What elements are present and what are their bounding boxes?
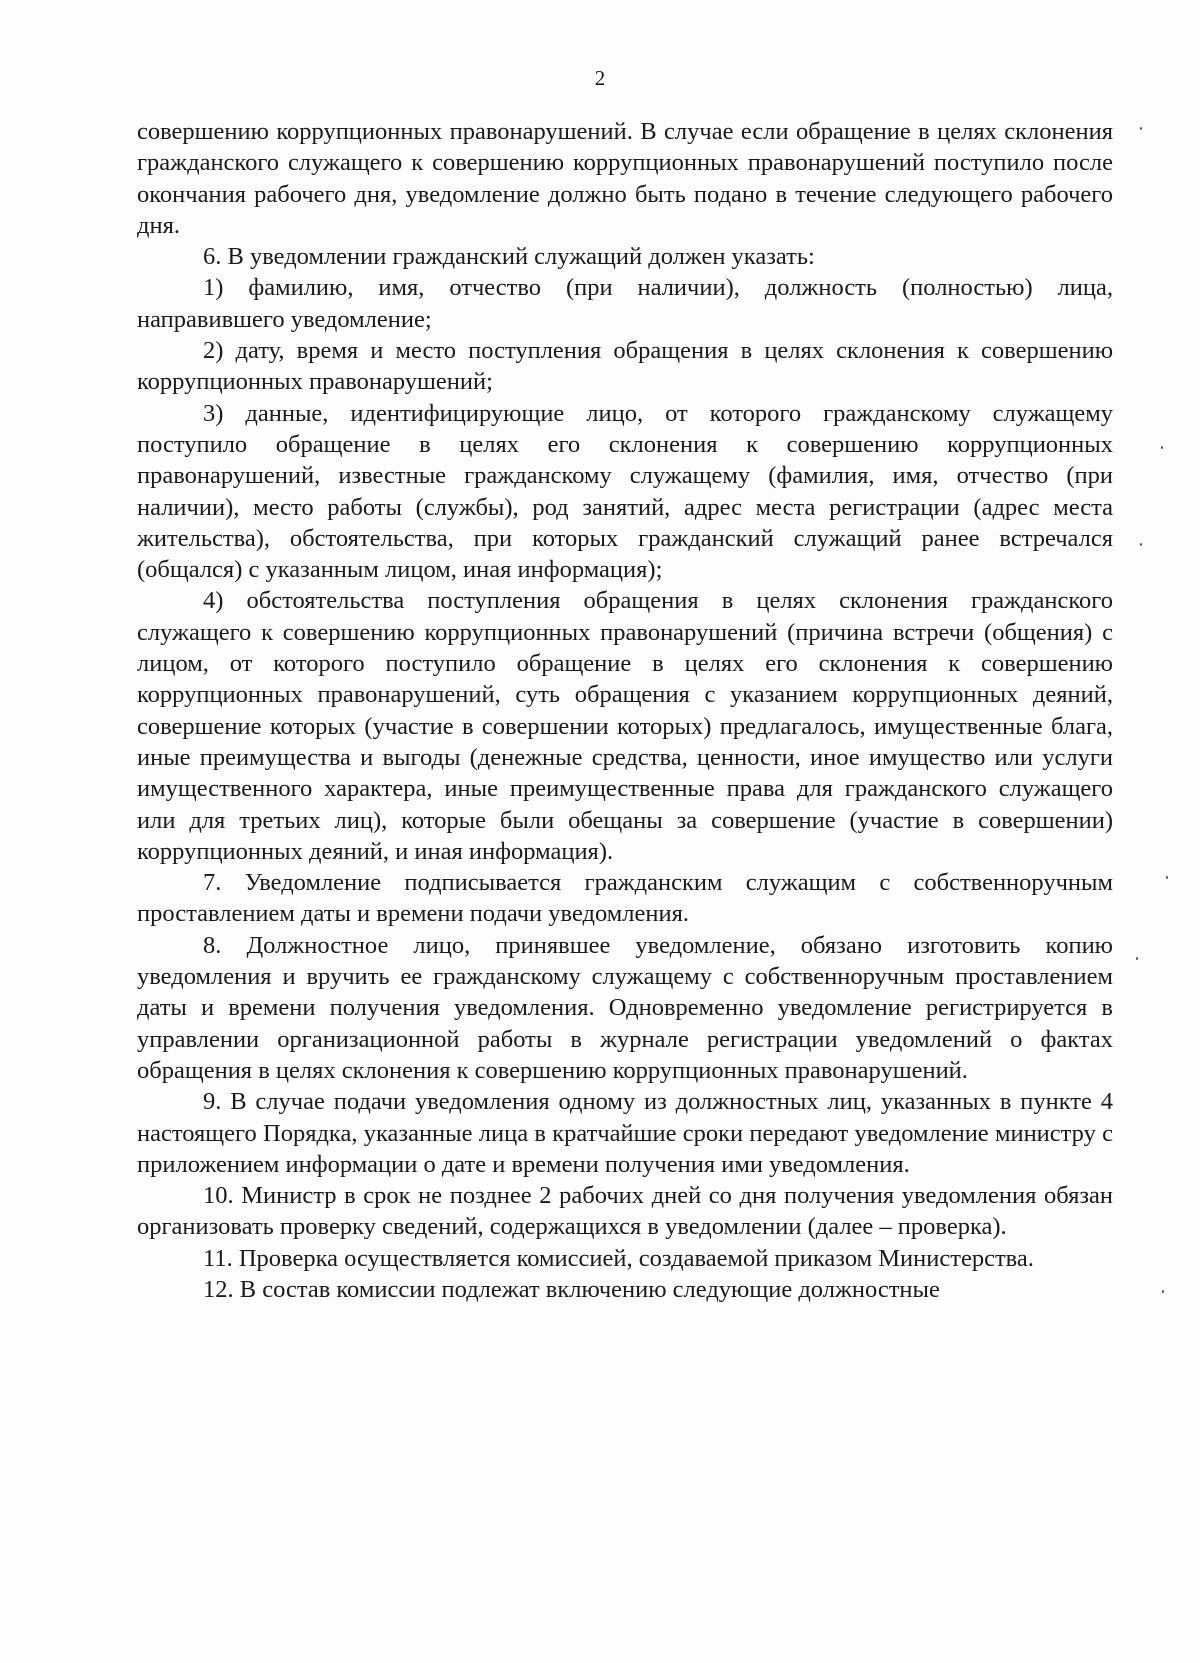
paragraph-item-7: 7. Уведомление подписывается гражданским служащим с собственноручным проставлением даты и времени подачи уведомления. [137,869,1113,928]
paragraph-subitem-1: 1) фамилию, имя, отчество (при наличии), должность (полностью) лица, направившего уведомление; [137,274,1113,333]
paragraph-subitem-4: 4) обстоятельства поступления обращения в целях склонения гражданского служащего к совершению коррупционных правонарушений (причина встречи (общения) с лицом, от которого поступило обращение в целях его склонения к совершению коррупционных правонарушений, суть обращения с указанием коррупционных деяний, совершение которых (участие в совершении которых) предлагалось, имущественные блага, иные преимущества и выгоды (денежные средства, ценности, иное имущество или услуги имущественного характера, иные преимущественные права для гражданского служащего или для третьих лиц), которые были обещаны за совершение (участие в совершении) коррупционных деяний, и иная информация). [137,587,1113,865]
paragraph-item-11: 11. Проверка осуществляется комиссией, создаваемой приказом Министерства. [203,1244,1034,1272]
paragraph-subitem-3: 3) данные, идентифицирующие лицо, от которого гражданскому служащему поступило обращение в целях его склонения к совершению коррупционных правонарушений, известные гражданскому служащему (фамилия, имя, отчество (при наличии), место работы (службы), род занятий, адрес места регистрации (адрес места жительства), обстоятельства, при которых гражданский служащий ранее встречался (общался) с указанным лицом, иная информация); [137,399,1113,584]
paragraph-item-10: 10. Министр в срок не позднее 2 рабочих дней со дня получения уведомления обязан организовать проверку сведений, содержащихся в уведомлении (далее – проверка). [137,1182,1113,1241]
paragraph-continuation: совершению коррупционных правонарушений. В случае если обращение в целях склонения гражданского служащего к совершению коррупционных правонарушений поступило после окончания рабочего дня, уведомление должно быть подано в течение следующего рабочего дня. [137,118,1113,239]
paragraph-item-6: 6. В уведомлении гражданский служащий должен указать: [203,243,815,271]
paragraph-item-9: 9. В случае подачи уведомления одному из должностных лиц, указанных в пункте 4 настоящего Порядка, указанные лица в кратчайшие сроки передают уведомление министру с приложением информации о дате и времени получения ими уведомления. [137,1088,1113,1178]
scan-speck [1161,446,1163,449]
paragraph-item-12: 12. В состав комиссии подлежат включению следующие должностные [203,1275,940,1303]
scan-speck [1166,876,1168,879]
document-body [137,116,1113,1305]
scan-speck [1162,1290,1164,1293]
paragraph-item-8: 8. Должностное лицо, принявшее уведомление, обязано изготовить копию уведомления и вручить ее гражданскому служащему с собственноручным проставлением даты и времени получения уведомления. Одновременно уведомление регистрируется в управлении организационной работы в журнале регистрации уведомлений о фактах обращения в целях склонения к совершению коррупционных правонарушений. [137,931,1113,1084]
scan-speck [1140,127,1142,130]
page-number: 2 [594,66,606,90]
paragraph-subitem-2: 2) дату, время и место поступления обращения в целях склонения к совершению коррупционных правонарушений; [137,337,1113,396]
scan-speck [1136,957,1138,960]
scan-speck [1140,543,1142,546]
